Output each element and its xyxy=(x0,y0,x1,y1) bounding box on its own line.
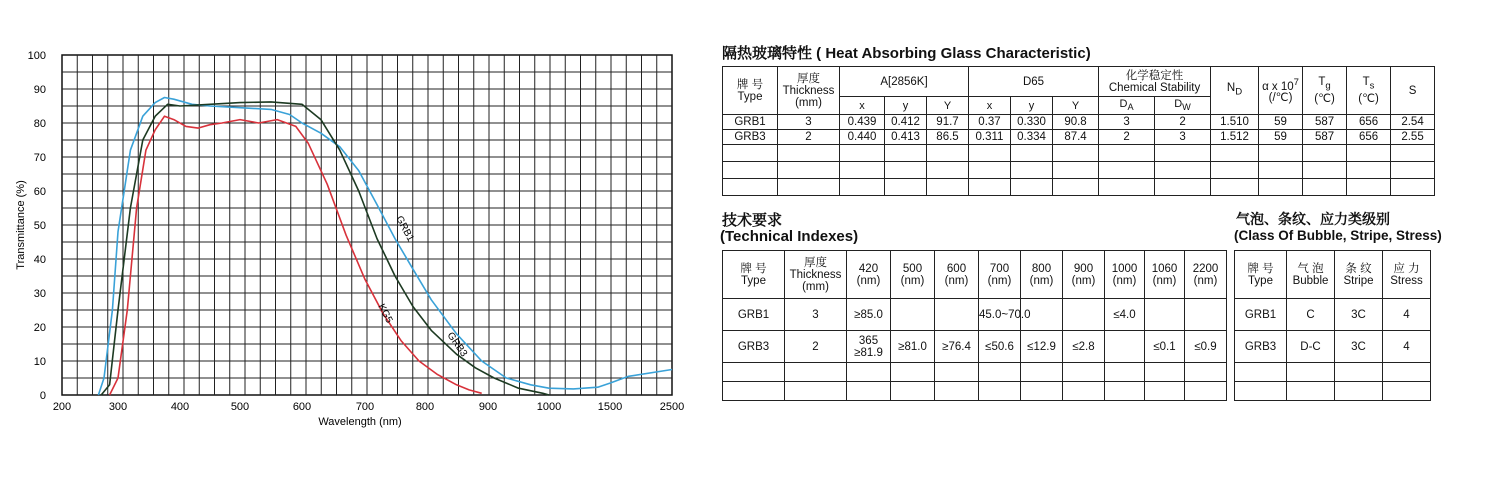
bubble-header: 应 力 Stress xyxy=(1383,251,1431,299)
tech-cell: GRB1 xyxy=(723,299,785,331)
cell-alpha: 59 xyxy=(1259,115,1303,130)
tech-cell xyxy=(891,299,935,331)
empty-row xyxy=(723,382,1227,401)
header-d65-Y: Y xyxy=(1053,97,1099,115)
tech-header-wavelength: 600 (nm) xyxy=(935,251,979,299)
bubble-stripe-stress-table xyxy=(1234,250,1431,401)
tech-table-title-zh: 技术要求 xyxy=(722,212,783,229)
empty-cell xyxy=(1347,179,1391,196)
header-d65-x: x xyxy=(969,97,1011,115)
cell-ts: 656 xyxy=(1347,130,1391,145)
x-tick-label: 400 xyxy=(170,401,190,413)
empty-cell xyxy=(1053,145,1099,162)
tech-cell: ≤2.8 xyxy=(1063,331,1105,363)
empty-cell xyxy=(1391,162,1435,179)
bubble-cell: 3C xyxy=(1335,299,1383,331)
y-axis-label: Transmittance (%) xyxy=(15,180,27,270)
y-tick-label: 0 xyxy=(39,390,46,402)
tech-cell: 2 xyxy=(785,331,847,363)
cell-tg: 587 xyxy=(1303,115,1347,130)
cell-d65-Y: 90.8 xyxy=(1053,115,1099,130)
empty-cell xyxy=(1011,179,1053,196)
y-tick-label: 60 xyxy=(33,186,46,198)
empty-cell xyxy=(1105,363,1145,382)
empty-cell xyxy=(927,145,969,162)
tech-cell xyxy=(1063,299,1105,331)
cell-a-y: 0.412 xyxy=(885,115,927,130)
empty-cell xyxy=(885,162,927,179)
empty-cell xyxy=(778,162,840,179)
bubble-cell: 4 xyxy=(1383,299,1431,331)
empty-cell xyxy=(1235,363,1287,382)
empty-cell xyxy=(1391,145,1435,162)
empty-cell xyxy=(1053,179,1099,196)
empty-cell xyxy=(927,162,969,179)
header-s: S xyxy=(1391,67,1435,115)
x-tick-label: 900 xyxy=(478,401,498,413)
cell-d65-y: 0.334 xyxy=(1011,130,1053,145)
tech-cell xyxy=(935,299,979,331)
cell-ts: 656 xyxy=(1347,115,1391,130)
tech-header-type: 牌 号 Type xyxy=(723,251,785,299)
cell-a-x: 0.439 xyxy=(840,115,885,130)
bubble-header: 条 纹 Stripe xyxy=(1335,251,1383,299)
bubble-header: 牌 号 Type xyxy=(1235,251,1287,299)
empty-cell xyxy=(979,363,1021,382)
empty-cell xyxy=(1185,382,1227,401)
bubble-cell: GRB3 xyxy=(1235,331,1287,363)
empty-cell xyxy=(1211,162,1259,179)
tech-cell xyxy=(1185,299,1227,331)
empty-cell xyxy=(840,179,885,196)
empty-cell xyxy=(891,382,935,401)
y-tick-label: 80 xyxy=(33,118,46,130)
empty-cell xyxy=(1211,145,1259,162)
header-thickness: 厚度 Thickness (mm) xyxy=(778,67,840,115)
cell-tg: 587 xyxy=(1303,130,1347,145)
cell-thickness: 2 xyxy=(778,130,840,145)
bubble-table-title-zh: 气泡、条纹、应力类级别 xyxy=(1236,211,1390,227)
heat-absorbing-table xyxy=(722,66,1435,196)
header-alpha: α x $10^7$ (/℃) xyxy=(1259,67,1303,115)
empty-cell xyxy=(785,363,847,382)
cell-d65-Y: 87.4 xyxy=(1053,130,1099,145)
header-nd: $N_D$ xyxy=(1211,67,1259,115)
empty-cell xyxy=(885,145,927,162)
tech-cell: ≤4.0 xyxy=(1105,299,1145,331)
empty-cell xyxy=(969,179,1011,196)
tech-header-wavelength: 1060 (nm) xyxy=(1145,251,1185,299)
y-tick-label: 30 xyxy=(33,288,46,300)
y-tick-label: 20 xyxy=(33,322,46,334)
empty-cell xyxy=(1335,363,1383,382)
cell-s: 2.55 xyxy=(1391,130,1435,145)
x-tick-labels xyxy=(53,401,684,413)
x-axis-label: Wavelength (nm) xyxy=(318,416,402,428)
cell-nd: 1.510 xyxy=(1211,115,1259,130)
empty-row xyxy=(1235,382,1431,401)
empty-cell xyxy=(1259,179,1303,196)
header-d65-y: y xyxy=(1011,97,1053,115)
empty-cell xyxy=(1185,363,1227,382)
cell-thickness: 3 xyxy=(778,115,840,130)
y-tick-label: 40 xyxy=(33,254,46,266)
cell-a-Y: 91.7 xyxy=(927,115,969,130)
cell-type: GRB3 xyxy=(723,130,778,145)
empty-row xyxy=(723,145,1435,162)
bubble-table-title-en: (Class Of Bubble, Stripe, Stress) xyxy=(1234,228,1442,243)
empty-cell xyxy=(1347,162,1391,179)
tech-header-wavelength: 900 (nm) xyxy=(1063,251,1105,299)
empty-cell xyxy=(1287,363,1335,382)
empty-cell xyxy=(1259,162,1303,179)
header-a-x: x xyxy=(840,97,885,115)
empty-cell xyxy=(1145,382,1185,401)
empty-cell xyxy=(847,382,891,401)
empty-cell xyxy=(891,363,935,382)
empty-cell xyxy=(927,179,969,196)
bubble-cell: 4 xyxy=(1383,331,1431,363)
grid xyxy=(62,55,672,395)
empty-cell xyxy=(1155,145,1211,162)
y-tick-label: 100 xyxy=(27,50,46,62)
y-tick-label: 50 xyxy=(33,220,46,232)
empty-cell xyxy=(1303,179,1347,196)
x-tick-label: 200 xyxy=(52,401,72,413)
y-tick-label: 70 xyxy=(33,152,46,164)
empty-cell xyxy=(1155,179,1211,196)
x-tick-label: 1500 xyxy=(597,401,623,413)
tech-header-wavelength: 800 (nm) xyxy=(1021,251,1063,299)
header-tg: $T_g$ (℃) xyxy=(1303,67,1347,115)
empty-cell xyxy=(1303,145,1347,162)
tech-cell: GRB3 xyxy=(723,331,785,363)
tech-header-wavelength: 700 (nm) xyxy=(979,251,1021,299)
tech-cell: 365 ≥81.9 xyxy=(847,331,891,363)
y-tick-labels xyxy=(28,50,46,402)
header-da: $D_A$ xyxy=(1099,97,1155,115)
x-tick-label: 600 xyxy=(292,401,312,413)
x-tick-label: 500 xyxy=(230,401,250,413)
empty-cell xyxy=(1383,382,1431,401)
empty-cell xyxy=(785,382,847,401)
table-row xyxy=(723,299,1227,331)
bubble-cell: GRB1 xyxy=(1235,299,1287,331)
cell-a-Y: 86.5 xyxy=(927,130,969,145)
empty-cell xyxy=(1259,145,1303,162)
empty-cell xyxy=(1099,162,1155,179)
cell-d65-x: 0.311 xyxy=(969,130,1011,145)
tech-cell xyxy=(1145,299,1185,331)
empty-cell xyxy=(847,363,891,382)
empty-cell xyxy=(1145,363,1185,382)
tech-header-wavelength: 500 (nm) xyxy=(891,251,935,299)
tech-cell: ≤0.1 xyxy=(1145,331,1185,363)
table-row xyxy=(723,115,1435,130)
header-ts: $T_s$ (℃) xyxy=(1347,67,1391,115)
heat-table-title: 隔热玻璃特性 ( Heat Absorbing Glass Characteristic) xyxy=(722,45,1091,62)
table-row xyxy=(1235,331,1431,363)
cell-a-y: 0.413 xyxy=(885,130,927,145)
empty-cell xyxy=(778,179,840,196)
table-row xyxy=(723,331,1227,363)
empty-cell xyxy=(723,179,778,196)
empty-cell xyxy=(1235,382,1287,401)
cell-alpha: 59 xyxy=(1259,130,1303,145)
empty-cell xyxy=(1099,145,1155,162)
cell-nd: 1.512 xyxy=(1211,130,1259,145)
tech-cell: 45.0~70.0 xyxy=(979,299,1021,331)
tech-cell: ≤12.9 xyxy=(1021,331,1063,363)
empty-cell xyxy=(935,363,979,382)
empty-cell xyxy=(1011,145,1053,162)
series-label-grb1: GRB1 xyxy=(393,214,416,244)
empty-cell xyxy=(1063,382,1105,401)
header-chemical-stability: 化学稳定性 Chemical Stability xyxy=(1099,67,1211,97)
y-tick-label: 10 xyxy=(33,356,46,368)
empty-cell xyxy=(1063,363,1105,382)
empty-cell xyxy=(723,363,785,382)
cell-d65-y: 0.330 xyxy=(1011,115,1053,130)
empty-cell xyxy=(1347,145,1391,162)
cell-da: 3 xyxy=(1099,115,1155,130)
header-dw: $D_W$ xyxy=(1155,97,1211,115)
bubble-cell: D-C xyxy=(1287,331,1335,363)
empty-cell xyxy=(723,145,778,162)
tech-cell: ≥76.4 xyxy=(935,331,979,363)
cell-type: GRB1 xyxy=(723,115,778,130)
empty-cell xyxy=(723,162,778,179)
empty-cell xyxy=(885,179,927,196)
empty-cell xyxy=(1391,179,1435,196)
bubble-header: 气 泡 Bubble xyxy=(1287,251,1335,299)
header-type: 牌 号 Type xyxy=(723,67,778,115)
empty-cell xyxy=(1053,162,1099,179)
tech-cell: ≥81.0 xyxy=(891,331,935,363)
empty-cell xyxy=(1021,382,1063,401)
x-tick-label: 2500 xyxy=(659,401,685,413)
empty-cell xyxy=(1155,162,1211,179)
empty-cell xyxy=(1105,382,1145,401)
cell-dw: 3 xyxy=(1155,130,1211,145)
empty-row xyxy=(723,363,1227,382)
empty-cell xyxy=(1335,382,1383,401)
empty-row xyxy=(1235,363,1431,382)
empty-cell xyxy=(979,382,1021,401)
series-label-grb3: GRB3 xyxy=(444,330,470,360)
header-d65: D65 xyxy=(969,67,1099,97)
tech-cell: 3 xyxy=(785,299,847,331)
y-tick-label: 90 xyxy=(33,84,46,96)
empty-cell xyxy=(1011,162,1053,179)
tech-header-thickness: 厚度 Thickness (mm) xyxy=(785,251,847,299)
empty-cell xyxy=(778,145,840,162)
x-tick-label: 700 xyxy=(355,401,375,413)
empty-cell xyxy=(1099,179,1155,196)
empty-cell xyxy=(840,145,885,162)
x-tick-label: 1000 xyxy=(536,401,562,413)
cell-a-x: 0.440 xyxy=(840,130,885,145)
table-row xyxy=(723,130,1435,145)
x-tick-label: 800 xyxy=(415,401,435,413)
bubble-cell: 3C xyxy=(1335,331,1383,363)
empty-cell xyxy=(1383,363,1431,382)
cell-da: 2 xyxy=(1099,130,1155,145)
cell-d65-x: 0.37 xyxy=(969,115,1011,130)
tech-cell: ≥85.0 xyxy=(847,299,891,331)
empty-cell xyxy=(840,162,885,179)
cell-s: 2.54 xyxy=(1391,115,1435,130)
transmittance-chart xyxy=(0,0,700,440)
tech-cell: ≤0.9 xyxy=(1185,331,1227,363)
empty-cell xyxy=(1287,382,1335,401)
empty-cell xyxy=(1211,179,1259,196)
tech-header-wavelength: 1000 (nm) xyxy=(1105,251,1145,299)
empty-cell xyxy=(723,382,785,401)
header-a2856k: A[2856K] xyxy=(840,67,969,97)
cell-dw: 2 xyxy=(1155,115,1211,130)
tech-table-title-en: (Technical Indexes) xyxy=(720,228,859,245)
empty-row xyxy=(723,179,1435,196)
empty-cell xyxy=(935,382,979,401)
empty-cell xyxy=(969,145,1011,162)
series-label-kg5: KG5 xyxy=(375,302,395,326)
tech-header-wavelength: 2200 (nm) xyxy=(1185,251,1227,299)
tech-header-wavelength: 420 (nm) xyxy=(847,251,891,299)
empty-cell xyxy=(1021,363,1063,382)
x-tick-label: 300 xyxy=(108,401,128,413)
empty-cell xyxy=(1303,162,1347,179)
header-a-Y: Y xyxy=(927,97,969,115)
tech-cell: ≤50.6 xyxy=(979,331,1021,363)
tech-cell xyxy=(1105,331,1145,363)
empty-row xyxy=(723,162,1435,179)
table-row xyxy=(1235,299,1431,331)
empty-cell xyxy=(969,162,1011,179)
header-a-y: y xyxy=(885,97,927,115)
bubble-cell: C xyxy=(1287,299,1335,331)
technical-indexes-table xyxy=(722,250,1227,401)
